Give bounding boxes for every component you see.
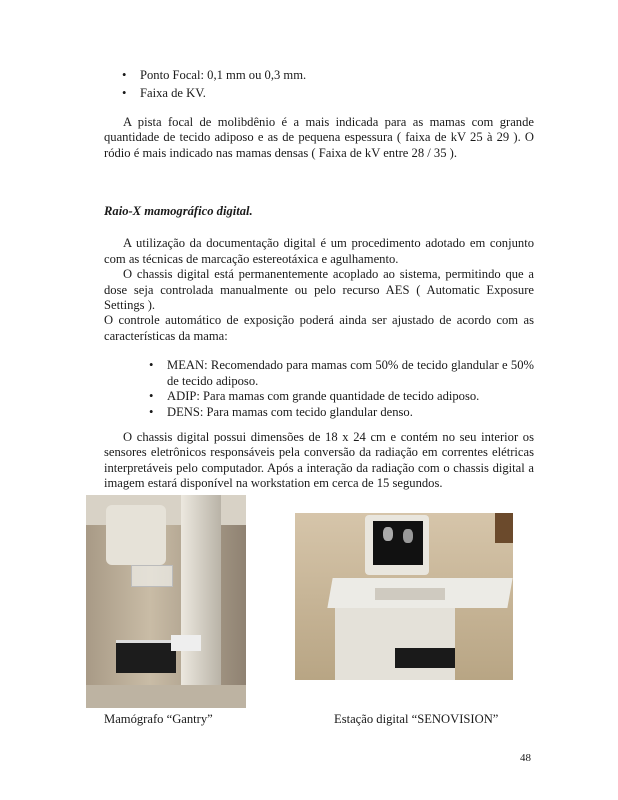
- mode-item-adip: • ADIP: Para mamas com grande quantidade de tecido adiposo.: [149, 389, 480, 404]
- page-text-flow: [104, 68, 534, 492]
- mode-list: [149, 358, 534, 420]
- section-heading: Raio-X mamográfico digital.: [104, 204, 253, 219]
- caption-left: Mamógrafo “Gantry”: [104, 712, 213, 726]
- paragraph-dimensoes: O chassis digital possui dimensões de 18 x 24 cm e contém no seu interior os sensores eletrônicos responsáveis pela conversão da radiação em correntes elétricas interpretáveis pelo computador. Após a interação da radiação com o chassis digital a imagem estará disponível na workstation em cerca de 15 segundos.: [104, 429, 534, 491]
- section-body: [104, 236, 534, 344]
- paragraph-chassis: O chassis digital está permanentemente acoplado ao sistema, permitindo que a dose seja controlada manualmente ou pelo recurso AES ( Automatic Exposure Settings ).: [104, 267, 534, 313]
- page-number: 48: [520, 752, 531, 764]
- paragraph-controle: O controle automático de exposição poderá ainda ser ajustado de acordo com as características da mama:: [104, 313, 534, 343]
- mode-item-mean: • MEAN: Recomendado para mamas com 50% de tecido glandular e 50% de tecido adiposo.: [149, 358, 534, 388]
- bullet-item: • Faixa de KV.: [122, 86, 206, 101]
- bullet-item: • Ponto Focal: 0,1 mm ou 0,3 mm.: [122, 68, 307, 82]
- paragraph-focal: A pista focal de molibdênio é a mais indicada para as mamas com grande quantidade de tecido adiposo e as de pequena espessura ( faixa de kV 25 à 29 ). O ródio é mais indicado nas mamas densas ( Faixa de kV entre 28 / 35 ).: [104, 114, 534, 160]
- senovision-workstation-photo: [295, 513, 513, 680]
- mode-item-dens: • DENS: Para mamas com tecido glandular denso.: [149, 404, 413, 419]
- mammograph-gantry-photo: [86, 495, 246, 708]
- caption-right: Estação digital “SENOVISION”: [334, 712, 499, 726]
- top-bullet-list: [122, 68, 534, 102]
- paragraph-utilizacao: A utilização da documentação digital é um procedimento adotado em conjunto com as técnicas de marcação estereotáxica e agulhamento.: [104, 236, 534, 266]
